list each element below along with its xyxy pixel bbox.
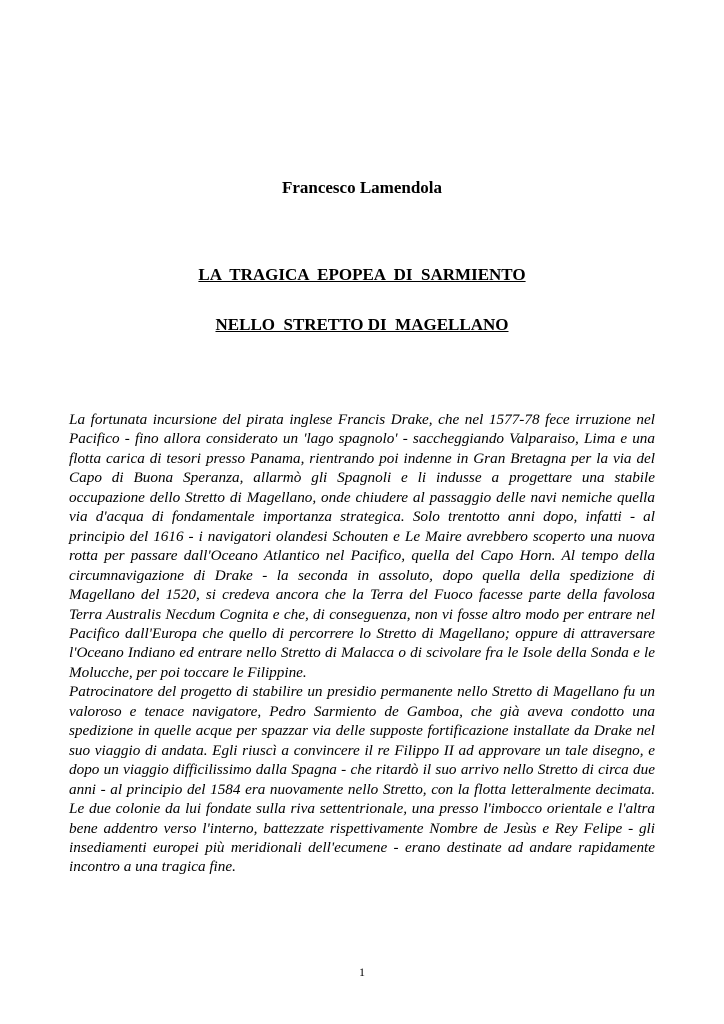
body-text <box>69 410 655 877</box>
title-line-2: NELLO STRETTO DI MAGELLANO <box>215 315 509 334</box>
page-number: 1 <box>359 965 365 979</box>
author-name: Francesco Lamendola <box>281 178 443 197</box>
title-line-1: LA TRAGICA EPOPEA DI SARMIENTO <box>198 265 526 284</box>
paragraph-2: Patrocinatore del progetto di stabilire un presidio permanente nello Stretto di Magellano fu un valoroso e tenace navigatore, Pedro Sarmiento de Gamboa, che già aveva condotto una spedizione in quelle acque per spazzar via delle supposte fortificazione installate da Drake nel suo viaggio di andata. Egli riuscì a convincere il re Filippo II ad approvare un tale disegno, e dopo un viaggio difficilissimo dalla Spagna - che ritardò il suo arrivo nello Stretto di circa due anni - al principio del 1584 era nuovamente nello Stretto, con la flotta letteralmente decimata. Le due colonie da lui fondate sulla riva settentrionale, una presso l'imbocco orientale e l'altra bene addentro verso l'interno, battezzate rispettivamente Nombre de Jesùs e Rey Felipe - gli insediamenti europei più meridionali dell'ecumene - erano destinate ad andare rapidamente incontro a una tragica fine. <box>69 683 655 876</box>
paragraph-1: La fortunata incursione del pirata inglese Francis Drake, che nel 1577-78 fece irruzione nel Pacifico - fino allora considerato un 'lago spagnolo' - saccheggiando Valparaiso, Lima e una flotta carica di tesori presso Panama, rientrando poi indenne in Gran Bretagna per la via del Capo di Buona Speranza, allarmò gli Spagnoli e li indusse a progettare una stabile occupazione dello Stretto di Magellano, onde chiudere al passaggio delle navi nemiche quella via d'acqua di fondamentale importanza strategica. Solo trentotto anni dopo, infatti - al principio del 1616 - i navigatori olandesi Schouten e Le Maire avrebbero scoperto una nuova rotta per passare dall'Oceano Atlantico nel Pacifico, quella del Capo Horn. Al tempo della circumnavigazione di Drake - la seconda in assoluto, dopo quella della spedizione di Magellano del 1520, si credeva ancora che la Terra del Fuoco facesse parte della favolosa Terra Australis Necdum Cognita e che, di conseguenza, non vi fosse altro modo per entrare nel Pacifico dall'Europa che quello di percorrere lo Stretto di Magellano; oppure di attraversare l'Oceano Indiano ed entrare nello Stretto di Malacca o di scivolare fra le Isole della Sonda e le Molucche, per poi toccare le Filippine. <box>69 411 655 681</box>
